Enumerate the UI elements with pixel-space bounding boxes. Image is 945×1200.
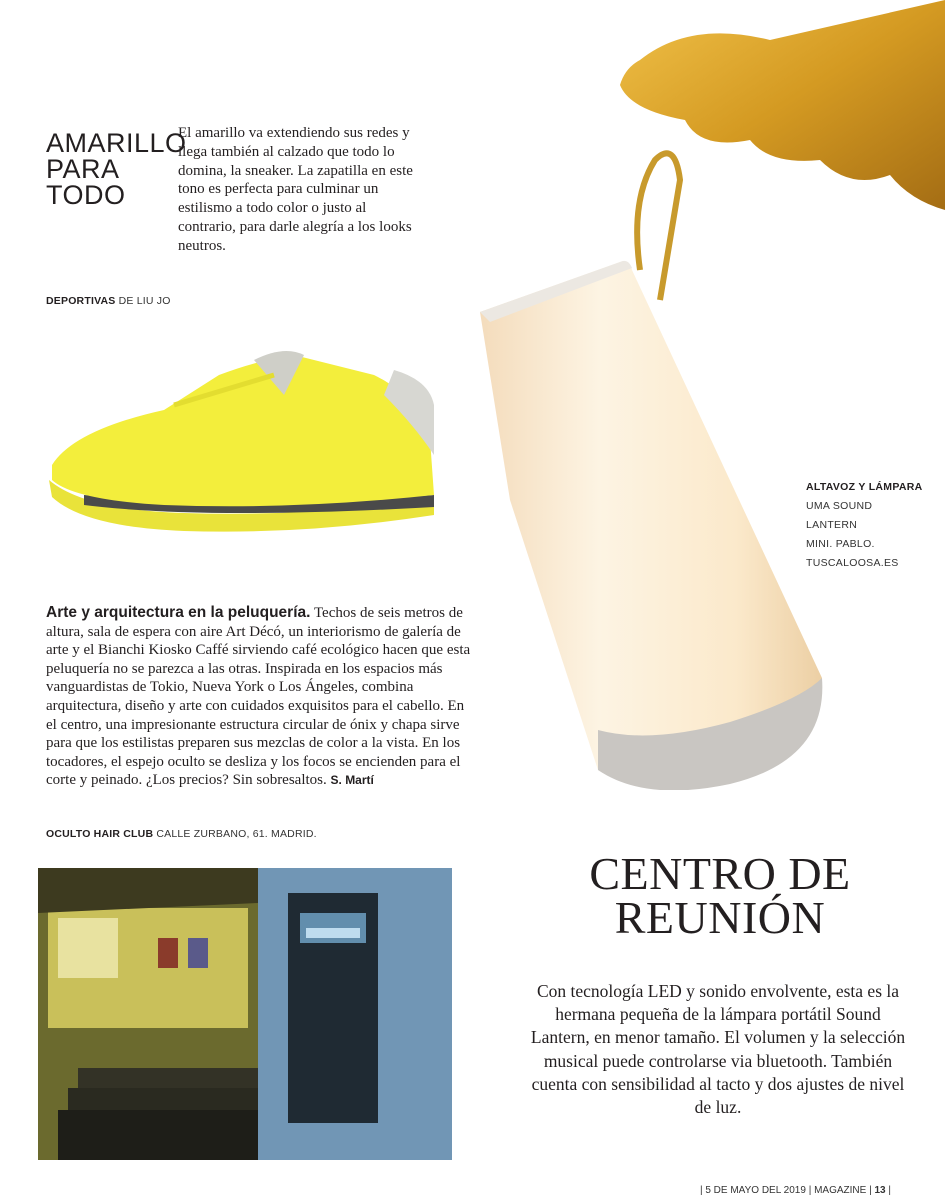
- salon-credit-name: OCULTO HAIR CLUB: [46, 828, 154, 840]
- arte-author: S. Martí: [330, 773, 374, 788]
- footer-date: | 5 DE MAYO DEL 2019 |: [699, 1185, 812, 1196]
- centro-heading-line: REUNIÓN: [614, 892, 826, 943]
- footer-end: |: [888, 1185, 891, 1196]
- centro-heading: [540, 848, 900, 943]
- arte-article: [46, 604, 471, 790]
- sneaker-photo: [44, 335, 444, 535]
- arte-body: Techos de seis metros de altura, sala de espera con aire Art Décó, un interiorismo de galería de arte y el Bianchi Kiosko Caffé sirviendo café ecológico hacen que esta peluquería no se parezca a las otras. Inspirada en los espacios más vanguardistas de Tokio, Nueva York o Los Ángeles, combina arquitectura, diseño y arte con cuidados exquisitos para el cabello. En el centro, una impresionante estructura circular de ónix y chapa sirve para que los estilistas preparen sus mezclas de color a la vista. En los tocadores, el espejo oculto se desliza y los focos se encienden para el corte y peinado. ¿Los precios? Sin sobresaltos.: [46, 605, 471, 789]
- amarillo-heading-line: PARA: [46, 154, 120, 184]
- salon-photo: [38, 868, 452, 1160]
- amarillo-heading-line: TODO: [46, 180, 126, 210]
- arte-lead: Arte y arquitectura en la peluquería.: [46, 604, 311, 621]
- shoe-credit-brand: DEPORTIVAS: [46, 295, 116, 307]
- salon-credit: [46, 828, 317, 840]
- lamp-credit-title: ALTAVOZ Y LÁMPARA: [806, 481, 923, 493]
- lamp-credit: [806, 478, 926, 573]
- amarillo-heading: [46, 128, 187, 210]
- page-number: 13: [874, 1185, 886, 1196]
- footer-section: MAGAZINE |: [814, 1185, 872, 1196]
- salon-credit-address: CALLE ZURBANO, 61. MADRID.: [156, 828, 317, 840]
- centro-body: Con tecnología LED y sonido envolvente, esta es la hermana pequeña de la lámpara portátil Sound Lantern, en menor tamaño. El volumen y la selección musical puede controlarse via bluetooth. También cuenta con sensibilidad al tacto y dos ajustes de nivel de luz.: [530, 981, 906, 1118]
- lamp-photo: [470, 0, 945, 790]
- lamp-credit-line: MINI. PABLO.: [806, 538, 875, 550]
- amarillo-body: El amarillo va extendiendo sus redes y llega también al calzado que todo lo domina, la sneaker. La zapatilla en este tono es perfecta para culminar un estilismo a todo color o justo al contrario, para darle alegría a los looks neutros.: [178, 125, 413, 254]
- page-footer: [700, 1185, 891, 1196]
- shoe-credit: [46, 295, 171, 307]
- lamp-credit-line: TUSCALOOSA.ES: [806, 557, 899, 569]
- shoe-credit-label: DE LIU JO: [118, 295, 171, 307]
- amarillo-heading-line: AMARILLO: [46, 128, 187, 158]
- lamp-credit-line: UMA SOUND LANTERN: [806, 500, 873, 531]
- centro-heading-line: CENTRO DE: [589, 848, 851, 899]
